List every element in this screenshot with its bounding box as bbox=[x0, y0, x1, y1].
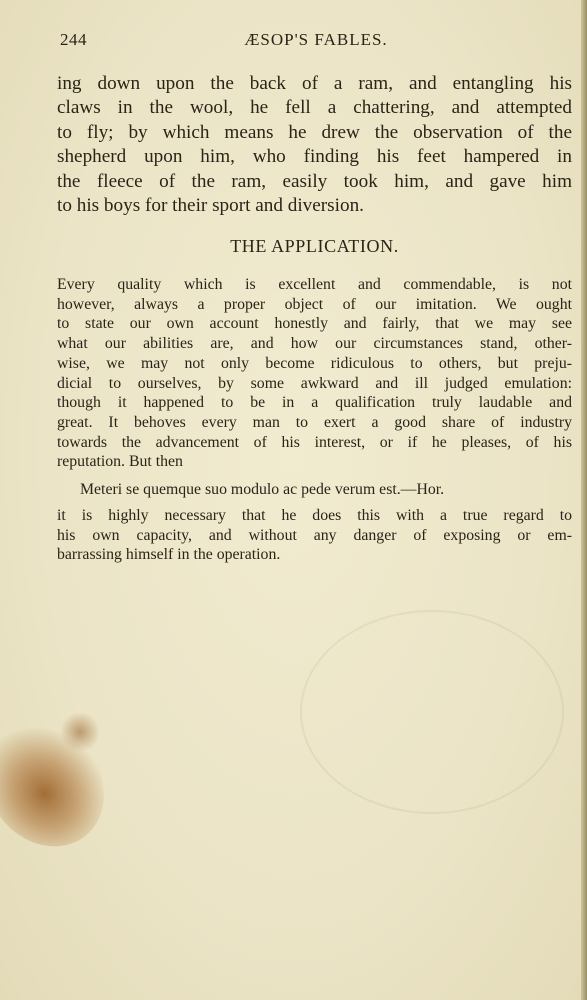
fable-body bbox=[57, 72, 572, 218]
page-edge bbox=[581, 0, 587, 1000]
closing-line: barrassing himself in the operation. bbox=[57, 546, 281, 564]
application-line: great. It behoves every man to exert a good share of industry bbox=[57, 413, 572, 431]
body-line: claws in the wool, he fell a chattering, and attempted bbox=[57, 97, 572, 119]
water-stain-small bbox=[60, 712, 100, 752]
closing-line: it is highly necessary that he does this with a true regard to bbox=[57, 507, 572, 524]
quote-line: Meteri se quemque suo modulo ac pede verum est.—Hor. bbox=[80, 481, 445, 498]
body-line: shepherd upon him, who finding his feet hampered in bbox=[57, 146, 572, 168]
application-line: towards the advancement of his interest, or if he pleases, of his bbox=[57, 433, 572, 451]
page-header bbox=[60, 30, 572, 54]
running-title: ÆSOP'S FABLES. bbox=[244, 30, 388, 49]
application-line: wise, we may not only become ridiculous to others, but preju- bbox=[57, 354, 572, 372]
application-line: dicial to ourselves, by some awkward and ill judged emulation: bbox=[57, 374, 572, 392]
application-line: what our abilities are, and how our circumstances stand, other- bbox=[57, 335, 572, 353]
page-number: 244 bbox=[60, 30, 87, 49]
application-paragraph bbox=[57, 275, 572, 472]
bleed-through-illustration bbox=[300, 610, 564, 814]
latin-quote bbox=[57, 480, 572, 500]
body-line: ing down upon the back of a ram, and entangling his bbox=[57, 73, 572, 94]
application-line: to state our own account honestly and fairly, that we may see bbox=[57, 315, 572, 333]
section-heading: THE APPLICATION. bbox=[230, 236, 399, 256]
body-line: to his boys for their sport and diversion. bbox=[57, 195, 364, 217]
application-line: Every quality which is excellent and commendable, is not bbox=[57, 276, 572, 293]
application-line: reputation. But then bbox=[57, 453, 183, 471]
body-line: to fly; by which means he drew the observation of the bbox=[57, 121, 572, 143]
closing-paragraph bbox=[57, 506, 572, 565]
application-line: however, always a proper object of our imitation. We ought bbox=[57, 295, 572, 313]
closing-line: his own capacity, and without any danger of exposing or em- bbox=[57, 526, 572, 544]
body-line: the fleece of the ram, easily took him, and gave him bbox=[57, 170, 572, 192]
application-line: though it happened to be in a qualification truly laudable and bbox=[57, 394, 572, 412]
